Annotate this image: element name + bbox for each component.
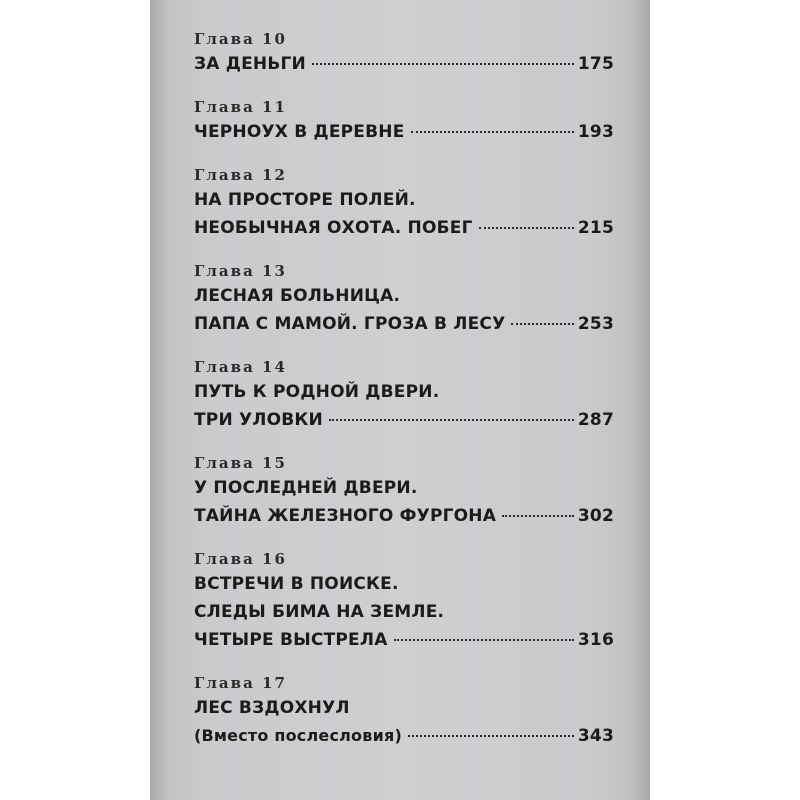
toc-entry-line (194, 722, 614, 750)
dot-leader (408, 735, 574, 737)
dot-leader (502, 515, 574, 517)
chapter-title: ВСТРЕЧИ В ПОИСКЕ. (194, 574, 399, 594)
toc-entry-line (194, 598, 614, 626)
chapter-title: ЗА ДЕНЬГИ (194, 54, 306, 74)
chapter-title: ЛЕС ВЗДОХНУЛ (194, 698, 350, 718)
toc-entry-line (194, 502, 614, 530)
toc-entry-line (194, 694, 614, 722)
toc-entry-line (194, 378, 614, 406)
chapter-title: НА ПРОСТОРЕ ПОЛЕЙ. (194, 190, 416, 210)
toc-entry-line (194, 118, 614, 146)
page-number: 302 (577, 506, 614, 526)
chapter-label: Глава 13 (194, 262, 287, 280)
page-number: 193 (577, 122, 614, 142)
toc-chapter-14 (194, 356, 614, 434)
toc-entry-line (194, 310, 614, 338)
chapter-title: ТРИ УЛОВКИ (194, 410, 323, 430)
dot-leader (329, 419, 574, 421)
chapter-title: У ПОСЛЕДНЕЙ ДВЕРИ. (194, 478, 418, 498)
toc-chapter-11 (194, 96, 614, 146)
toc-chapter-10 (194, 28, 614, 78)
toc-chapter-15 (194, 452, 614, 530)
chapter-label: Глава 14 (194, 358, 287, 376)
toc-entry-line (194, 626, 614, 654)
toc-entry-line (194, 282, 614, 310)
toc-entry-line (194, 406, 614, 434)
table-of-contents (194, 28, 614, 750)
chapter-title: СЛЕДЫ БИМА НА ЗЕМЛЕ. (194, 602, 445, 622)
chapter-label: Глава 16 (194, 550, 287, 568)
chapter-title: НЕОБЫЧНАЯ ОХОТА. ПОБЕГ (194, 218, 473, 238)
toc-entry-line (194, 474, 614, 502)
dot-leader (511, 323, 573, 325)
toc-chapter-16 (194, 548, 614, 654)
page-number: 175 (577, 54, 614, 74)
toc-entry-line (194, 214, 614, 242)
toc-entry-line (194, 186, 614, 214)
dot-leader (479, 227, 574, 229)
toc-entry-line (194, 570, 614, 598)
chapter-label: Глава 15 (194, 454, 287, 472)
page-number: 316 (577, 630, 614, 650)
toc-entry-line (194, 50, 614, 78)
chapter-title: ЧЕТЫРЕ ВЫСТРЕЛА (194, 630, 388, 650)
page-number: 215 (577, 218, 614, 238)
toc-chapter-13 (194, 260, 614, 338)
chapter-label: Глава 12 (194, 166, 287, 184)
chapter-title: ЧЕРНОУХ В ДЕРЕВНЕ (194, 122, 405, 142)
toc-chapter-12 (194, 164, 614, 242)
chapter-title: ПАПА С МАМОЙ. ГРОЗА В ЛЕСУ (194, 314, 506, 334)
chapter-title: ПУТЬ К РОДНОЙ ДВЕРИ. (194, 382, 440, 402)
dot-leader (411, 131, 574, 133)
page-number: 253 (577, 314, 614, 334)
toc-chapter-17 (194, 672, 614, 750)
dot-leader (394, 639, 574, 641)
chapter-title: ТАЙНА ЖЕЛЕЗНОГО ФУРГОНА (194, 506, 497, 526)
chapter-title: ЛЕСНАЯ БОЛЬНИЦА. (194, 286, 401, 306)
page-number: 343 (577, 726, 614, 746)
chapter-label: Глава 17 (194, 674, 287, 692)
chapter-subtitle: (Вместо послесловия) (194, 726, 402, 745)
chapter-label: Глава 11 (194, 98, 287, 116)
chapter-label: Глава 10 (194, 30, 287, 48)
page-number: 287 (577, 410, 614, 430)
dot-leader (312, 63, 574, 65)
